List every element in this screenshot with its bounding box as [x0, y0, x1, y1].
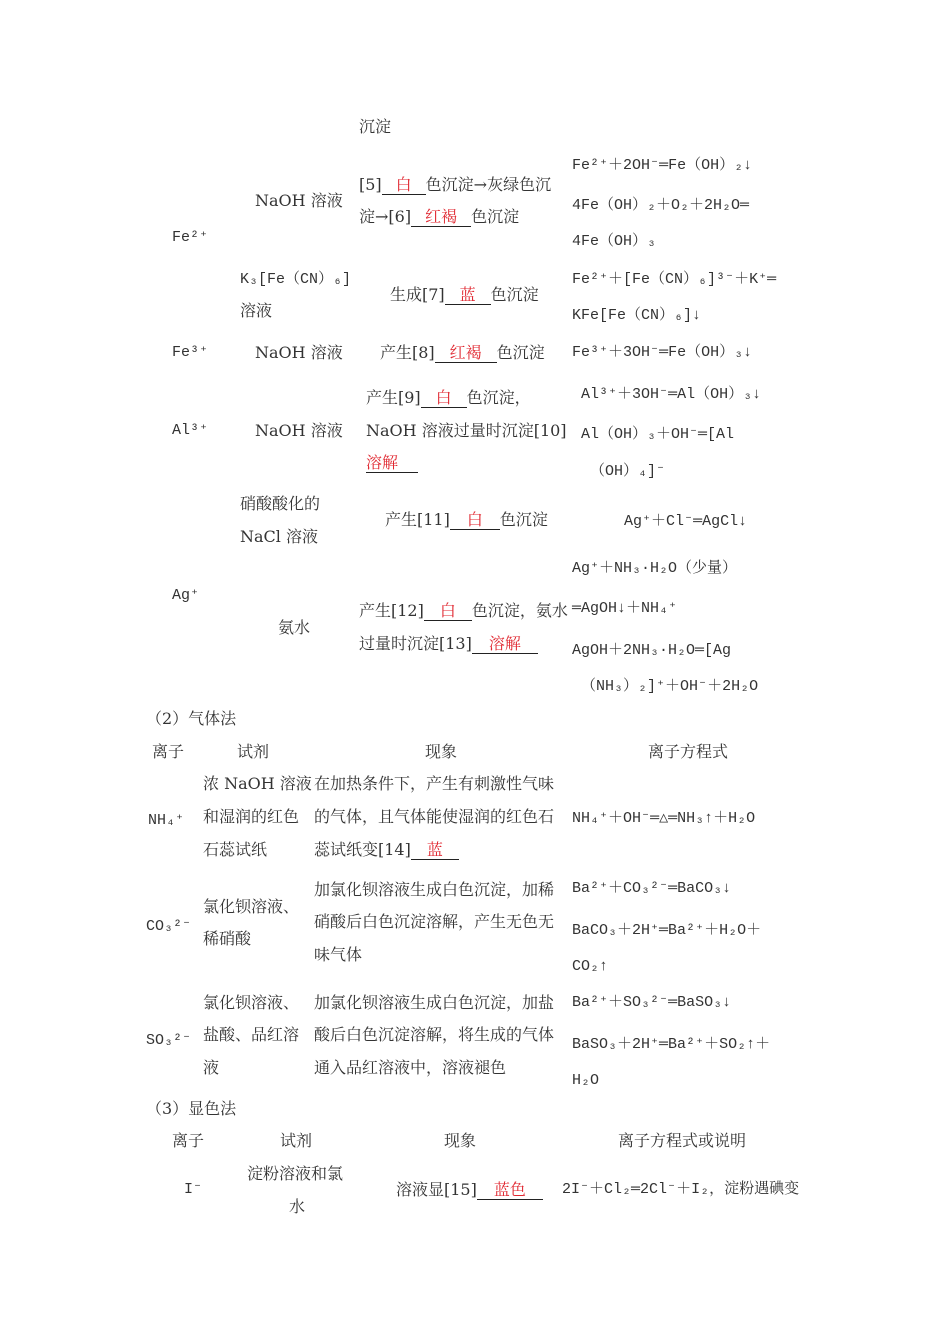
equation-al3-1: Al³⁺＋3OH⁻═Al（OH）₃↓ [581, 386, 762, 403]
answer-12: 白 [439, 601, 456, 620]
phenomenon-al3-line2: NaOH 溶液过量时沉淀[10] [366, 421, 567, 440]
ion-fe3: Fe³⁺ [172, 344, 209, 361]
section-gas-method-title: （2）气体法 [146, 709, 237, 728]
equation-so3-3: H₂O [572, 1072, 600, 1089]
phenomenon-so3-line1: 加氯化钡溶液生成白色沉淀，加盐 [314, 993, 555, 1012]
phenomenon-fe2-naoh-line2: 淀→[6] 红褐 色沉淀 [359, 207, 520, 226]
answer-11: 白 [466, 510, 483, 529]
phenomenon-so3-line3: 通入品红溶液中，溶液褪色 [314, 1058, 507, 1077]
reagent-co3-line1: 氯化钡溶液、 [203, 897, 300, 916]
phenomenon-co3-line3: 味气体 [314, 945, 363, 964]
color-header-equation: 离子方程式或说明 [618, 1131, 747, 1150]
gas-header-ion: 离子 [152, 742, 185, 761]
equation-fe3: Fe³⁺＋3OH⁻═Fe（OH）₃↓ [572, 344, 753, 361]
reagent-iodide-line1: 淀粉溶液和氯 [247, 1164, 344, 1183]
answer-8: 红褐 [449, 343, 482, 362]
equation-co3-1: Ba²⁺＋CO₃²⁻═BaCO₃↓ [572, 880, 732, 897]
reagent-nh4-line2: 和湿润的红色 [203, 807, 300, 826]
phenomenon-co3-line2: 硝酸后白色沉淀溶解，产生无色无 [314, 912, 555, 931]
answer-7: 蓝 [459, 285, 476, 304]
ion-ag: Ag⁺ [172, 587, 200, 604]
reagent-nacl-solution: NaCl 溶液 [240, 527, 318, 546]
phenomenon-iodide: 溶液显[15] 蓝色 [396, 1180, 543, 1200]
color-header-ion: 离子 [172, 1131, 205, 1150]
equation-fe2-naoh-2: 4Fe（OH）₂＋O₂＋2H₂O═ [572, 197, 750, 214]
phenomenon-co3-line1: 加氯化钡溶液生成白色沉淀，加稀 [314, 880, 555, 899]
gas-header-phenomenon: 现象 [425, 742, 458, 761]
answer-10: 溶解 [366, 453, 399, 472]
reagent-nh4-line3: 石蕊试纸 [203, 840, 268, 859]
equation-ag-nacl: Ag⁺＋Cl⁻═AgCl↓ [624, 513, 748, 530]
phenomenon-fe2-k3fecn6: 生成[7] 蓝 色沉淀 [390, 285, 539, 304]
equation-al3-3: （OH）₄]⁻ [590, 463, 666, 480]
answer-13: 溶解 [488, 634, 521, 653]
gas-header-equation: 离子方程式 [648, 742, 729, 761]
reagent-so3-line1: 氯化钡溶液、 [203, 993, 300, 1012]
phenomenon-nh4-line3: 蕊试纸变[14] 蓝 [314, 840, 459, 860]
equation-so3-1: Ba²⁺＋SO₃²⁻═BaSO₃↓ [572, 994, 732, 1011]
reagent-naoh-fe2: NaOH 溶液 [255, 191, 343, 210]
reagent-so3-line3: 液 [203, 1058, 220, 1077]
equation-iodide: 2I⁻＋Cl₂═2Cl⁻＋I₂，淀粉遇碘变 [562, 1181, 800, 1198]
ion-so3: SO₃²⁻ [146, 1032, 192, 1049]
equation-ag-ammonia-4: （NH₃）₂]⁺＋OH⁻＋2H₂O [581, 678, 759, 695]
ion-al3: Al³⁺ [172, 422, 209, 439]
phenomenon-ag-ammonia-line1: 产生[12] 白 色沉淀，氨水 [359, 601, 568, 620]
equation-ag-ammonia-3: AgOH＋2NH₃·H₂O═[Ag [572, 642, 732, 659]
equation-fe2-naoh-3: 4Fe（OH）₃ [572, 233, 657, 250]
equation-ag-ammonia-2: ═AgOH↓＋NH₄⁺ [572, 600, 678, 617]
equation-fe2-k3fecn6-1: Fe²⁺＋[Fe（CN）₆]³⁻＋K⁺═ [572, 271, 777, 288]
phenomenon-nh4-line2: 的气体，且气体能使湿润的红色石 [314, 807, 555, 826]
ion-iodide: I⁻ [184, 1181, 203, 1198]
reagent-k3fecn6: K₃[Fe（CN）₆] [240, 271, 352, 288]
color-header-phenomenon: 现象 [444, 1131, 477, 1150]
ion-co3: CO₃²⁻ [146, 918, 192, 935]
precipitate-label: 沉淀 [359, 117, 392, 136]
phenomenon-al3-line3 [366, 453, 418, 473]
equation-co3-3: CO₂↑ [572, 958, 609, 975]
phenomenon-ag-nacl: 产生[11] 白 色沉淀 [385, 510, 548, 529]
reagent-naoh-fe3: NaOH 溶液 [255, 343, 343, 362]
reagent-ammonia: 氨水 [278, 618, 311, 637]
reagent-co3-line2: 稀硝酸 [203, 929, 252, 948]
answer-14: 蓝 [426, 840, 443, 859]
answer-5: 白 [395, 175, 412, 194]
equation-ag-ammonia-1: Ag⁺＋NH₃·H₂O（少量） [572, 560, 738, 577]
equation-so3-2: BaSO₃＋2H⁺═Ba²⁺＋SO₂↑＋ [572, 1036, 771, 1053]
answer-9: 白 [435, 388, 452, 407]
phenomenon-so3-line2: 酸后白色沉淀溶解，将生成的气体 [314, 1025, 555, 1044]
equation-al3-2: Al（OH）₃＋OH⁻═[Al [581, 426, 735, 443]
phenomenon-nh4-line1: 在加热条件下，产生有刺激性气味 [314, 774, 555, 793]
reagent-so3-line2: 盐酸、品红溶 [203, 1025, 300, 1044]
reagent-nitric-acidified: 硝酸酸化的 [240, 494, 321, 513]
equation-nh4: NH₄⁺＋OH⁻═△═NH₃↑＋H₂O [572, 810, 756, 827]
phenomenon-al3-line1: 产生[9] 白 色沉淀， [366, 388, 531, 407]
equation-co3-2: BaCO₃＋2H⁺═Ba²⁺＋H₂O＋ [572, 922, 762, 939]
answer-15: 蓝色 [493, 1180, 526, 1199]
phenomenon-fe3: 产生[8] 红褐 色沉淀 [380, 343, 545, 362]
reagent-nh4-line1: 浓 NaOH 溶液 [203, 774, 312, 793]
reagent-k3fecn6-solution: 溶液 [240, 301, 273, 320]
equation-fe2-k3fecn6-2: KFe[Fe（CN）₆]↓ [572, 307, 702, 324]
gas-header-reagent: 试剂 [237, 742, 270, 761]
section-color-method-title: （3）显色法 [146, 1099, 237, 1118]
ion-nh4: NH₄⁺ [148, 812, 185, 829]
ion-fe2: Fe²⁺ [172, 229, 209, 246]
reagent-iodide-line2: 水 [289, 1197, 306, 1216]
color-header-reagent: 试剂 [280, 1131, 313, 1150]
answer-6: 红褐 [425, 207, 458, 226]
equation-fe2-naoh-1: Fe²⁺＋2OH⁻═Fe（OH）₂↓ [572, 157, 753, 174]
phenomenon-fe2-naoh-line1: [5] 白 色沉淀→灰绿色沉 [359, 175, 552, 194]
phenomenon-ag-ammonia-line2: 过量时沉淀[13] 溶解 [359, 634, 538, 654]
reagent-naoh-al3: NaOH 溶液 [255, 421, 343, 440]
